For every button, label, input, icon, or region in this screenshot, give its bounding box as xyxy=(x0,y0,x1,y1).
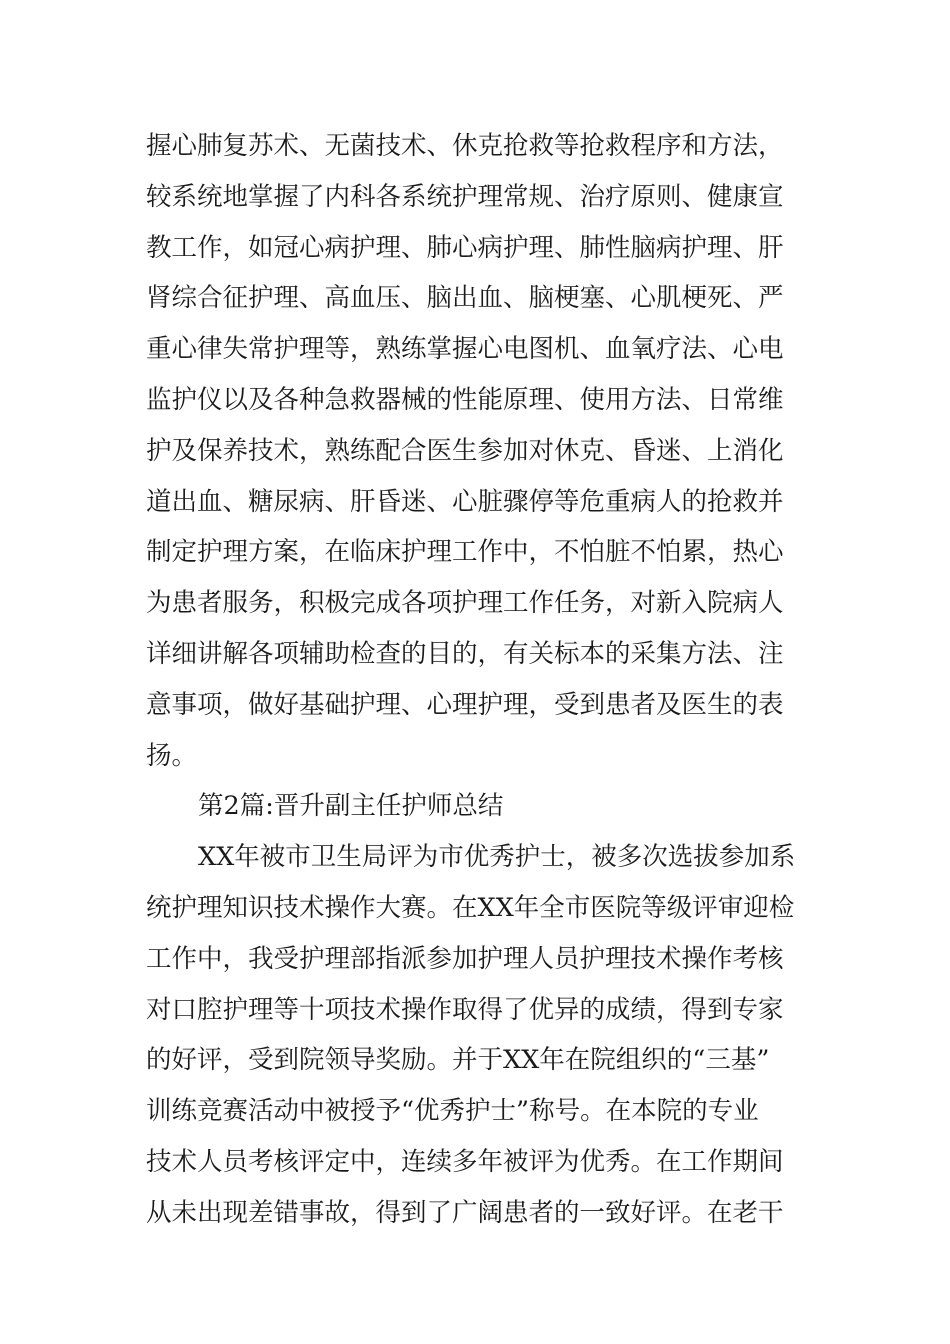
text-line: 训练竞赛活动中被授予“优秀护士”称号。在本院的专业 xyxy=(146,1096,759,1127)
text-line: 扬。 xyxy=(146,740,198,771)
text-line: 对口腔护理等十项技术操作取得了优异的成绩，得到专家 xyxy=(146,994,784,1025)
text-line: 从未出现差错事故，得到了广阔患者的一致好评。在老干 xyxy=(146,1197,784,1228)
text-line: 详细讲解各项辅助检查的目的，有关标本的采集方法、注 xyxy=(146,638,784,669)
section-heading: 第2篇:晋升副主任护师总结 xyxy=(198,791,504,822)
text-line: 技术人员考核评定中，连续多年被评为优秀。在工作期间 xyxy=(146,1146,784,1177)
text-line: 为患者服务，积极完成各项护理工作任务，对新入院病人 xyxy=(146,588,784,619)
text-line: 意事项，做好基础护理、心理护理，受到患者及医生的表 xyxy=(146,689,784,720)
text-line: 的好评，受到院领导奖励。并于XX年在院组织的“三基” xyxy=(146,1045,770,1076)
text-line: 统护理知识技术操作大赛。在XX年全市医院等级评审迎检 xyxy=(146,892,795,923)
text-line: 工作中，我受护理部指派参加护理人员护理技术操作考核 xyxy=(146,943,784,974)
text-line: 较系统地掌握了内科各系统护理常规、治疗原则、健康宣 xyxy=(146,181,784,212)
text-line: 护及保养技术，熟练配合医生参加对休克、昏迷、上消化 xyxy=(146,435,784,466)
text-line: 重心律失常护理等，熟练掌握心电图机、血氧疗法、心电 xyxy=(146,334,784,365)
text-line: XX年被市卫生局评为市优秀护士，被多次选拔参加系 xyxy=(198,842,796,873)
text-line: 道出血、糖尿病、肝昏迷、心脏骤停等危重病人的抢救并 xyxy=(146,486,784,517)
text-line: 教工作，如冠心病护理、肺心病护理、肺性脑病护理、肝 xyxy=(146,232,784,263)
text-line: 监护仪以及各种急救器械的性能原理、使用方法、日常维 xyxy=(146,384,784,415)
body-text xyxy=(146,121,826,1239)
text-line: 肾综合征护理、高血压、脑出血、脑梗塞、心肌梗死、严 xyxy=(146,283,784,314)
text-line: 握心肺复苏术、无菌技术、休克抢救等抢救程序和方法， xyxy=(146,131,784,161)
text-line: 制定护理方案，在临床护理工作中，不怕脏不怕累，热心 xyxy=(146,537,784,568)
